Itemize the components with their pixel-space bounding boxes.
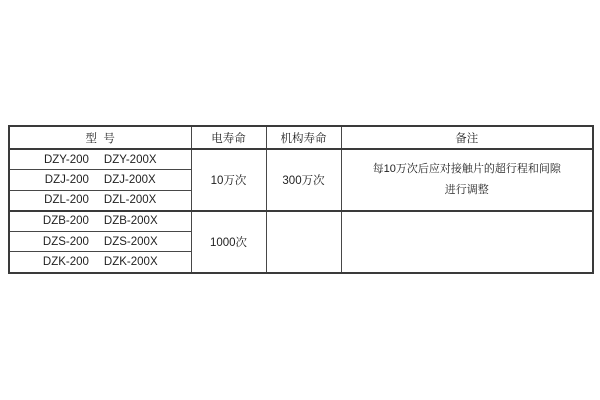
relay-life-spec-table [8,125,594,274]
model-name: DZL-200 [44,194,89,207]
model-pair [10,174,191,186]
model-name: DZY-200X [103,153,157,166]
model-name: DZS-200X [103,235,158,248]
model-name: DZJ-200 [44,173,89,186]
mechanical-life-cell [266,211,341,273]
model-cell [9,170,191,191]
model-name: DZK-200X [103,256,158,269]
table-row [9,149,593,170]
model-name: DZB-200 [42,215,89,228]
model-cell [9,190,191,211]
electrical-life-cell: 10万次 [191,149,266,211]
model-name: DZK-200 [42,256,89,269]
model-name: DZJ-200X [103,173,156,186]
remark-line: 每10万次后应对接触片的超行程和间隙 [372,162,561,175]
electrical-life-cell: 1000次 [191,211,266,273]
model-pair [10,236,191,248]
mechanical-life-cell: 300万次 [266,149,341,211]
model-pair [10,154,191,166]
header-electrical-life: 电寿命 [191,126,266,149]
model-pair [10,215,191,227]
header-mechanical-life: 机构寿命 [266,126,341,149]
remarks-cell [341,211,593,273]
model-cell [9,252,191,273]
model-cell [9,149,191,170]
header-remarks: 备注 [341,126,593,149]
header-model: 型 号 [9,126,191,149]
remark-line: 进行调整 [444,183,489,196]
model-pair [10,256,191,268]
model-name: DZB-200X [103,215,158,228]
table-row [9,211,593,232]
model-cell [9,211,191,232]
model-name: DZY-200 [43,153,89,166]
header-row [9,126,593,149]
model-pair [10,194,191,206]
model-cell [9,231,191,252]
model-name: DZL-200X [103,194,157,207]
remarks-cell [341,149,593,211]
model-name: DZS-200 [42,235,89,248]
